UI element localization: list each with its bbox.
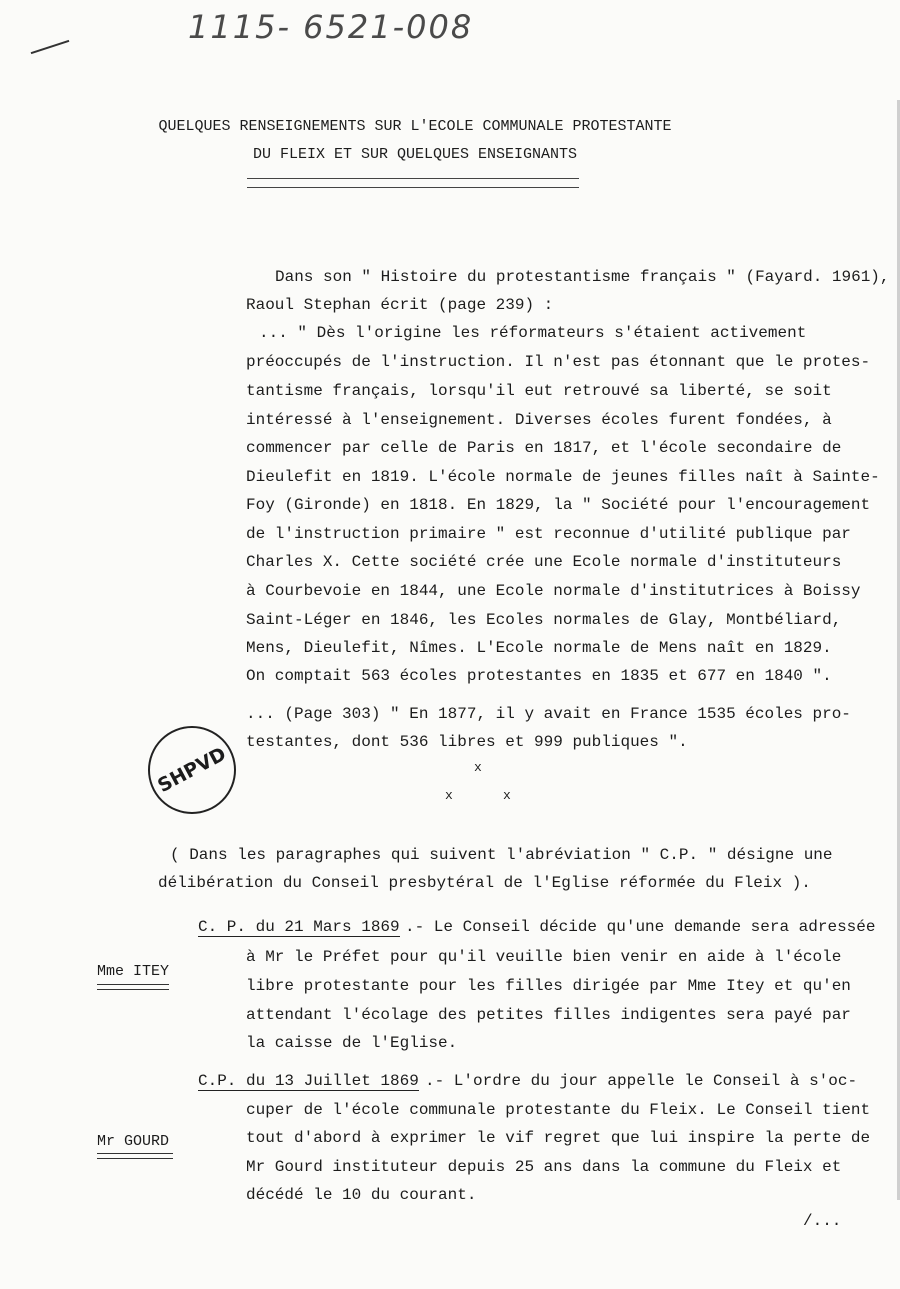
intro-line: préoccupés de l'instruction. Il n'est pas étonnant que le protes-	[246, 353, 871, 371]
note-line: ( Dans les paragraphes qui suivent l'abréviation " C.P. " désigne une	[170, 846, 833, 864]
margin-name-gourd: Mr GOURD	[97, 1133, 170, 1150]
pen-dash-mark	[31, 40, 70, 54]
archive-reference-number: 1115- 6521-008	[188, 8, 474, 46]
continuation-mark: /...	[803, 1212, 842, 1230]
stamp-text: SHPVD	[154, 742, 230, 798]
entry-line: attendant l'écolage des petites filles indigentes sera payé par	[246, 1006, 851, 1024]
note-line: délibération du Conseil presbytéral de l'Eglise réformée du Fleix ).	[158, 874, 811, 892]
entry-line: la caisse de l'Eglise.	[246, 1034, 458, 1052]
intro-line: Foy (Gironde) en 1818. En 1829, la " Société pour l'encouragement	[246, 496, 871, 514]
entry-line: à Mr le Préfet pour qu'il veuille bien venir en aide à l'école	[246, 948, 842, 966]
margin-name-underline	[97, 984, 169, 990]
separator-x: x	[445, 788, 453, 803]
entry-line: tout d'abord à exprimer le vif regret que lui inspire la perte de	[246, 1129, 871, 1147]
entry-line: cuper de l'école communale protestante du Fleix. Le Conseil tient	[246, 1101, 871, 1119]
intro-line: Dieulefit en 1819. L'école normale de jeunes filles naît à Sainte-	[246, 468, 880, 486]
separator-x: x	[503, 788, 511, 803]
intro-line: intéressé à l'enseignement. Diverses écoles furent fondées, à	[246, 411, 832, 429]
document-title-line-1: QUELQUES RENSEIGNEMENTS SUR L'ECOLE COMMUNALE PROTESTANTE	[158, 118, 672, 135]
intro-line: tantisme français, lorsqu'il eut retrouvé sa liberté, se soit	[246, 382, 832, 400]
deliberation-ref-1869-03-21: C. P. du 21 Mars 1869	[198, 918, 400, 936]
intro-line: ... (Page 303) " En 1877, il y avait en France 1535 écoles pro-	[246, 705, 851, 723]
intro-line: à Courbevoie en 1844, une Ecole normale d'institutrices à Boissy	[246, 582, 861, 600]
entry-line: décédé le 10 du courant.	[246, 1186, 477, 1204]
intro-line: Raoul Stephan écrit (page 239) :	[246, 296, 554, 314]
entry-first-line: .- Le Conseil décide qu'une demande sera adressée	[405, 918, 876, 936]
intro-line: Mens, Dieulefit, Nîmes. L'Ecole normale de Mens naît en 1829.	[246, 639, 832, 657]
shpvd-stamp	[148, 726, 236, 814]
intro-line: On comptait 563 écoles protestantes en 1835 et 677 en 1840 ".	[246, 667, 832, 685]
intro-line: commencer par celle de Paris en 1817, et l'école secondaire de	[246, 439, 842, 457]
title-underline	[247, 178, 579, 188]
margin-name-itey: Mme ITEY	[97, 963, 170, 980]
separator-x: x	[474, 760, 482, 775]
intro-line: ... " Dès l'origine les réformateurs s'étaient activement	[259, 324, 807, 342]
intro-line: Charles X. Cette société crée une Ecole normale d'instituteurs	[246, 553, 842, 571]
intro-line: Dans son " Histoire du protestantisme français " (Fayard. 1961),	[275, 268, 890, 286]
deliberation-ref-1869-07-13: C.P. du 13 Juillet 1869	[198, 1072, 419, 1090]
intro-line: de l'instruction primaire " est reconnue d'utilité publique par	[246, 525, 851, 543]
document-title-line-2: DU FLEIX ET SUR QUELQUES ENSEIGNANTS	[252, 146, 578, 163]
intro-line: Saint-Léger en 1846, les Ecoles normales de Glay, Montbéliard,	[246, 611, 842, 629]
entry-line: libre protestante pour les filles dirigée par Mme Itey et qu'en	[246, 977, 851, 995]
margin-name-underline	[97, 1153, 173, 1159]
entry-line: Mr Gourd instituteur depuis 25 ans dans la commune du Fleix et	[246, 1158, 842, 1176]
entry-first-line: .- L'ordre du jour appelle le Conseil à s'oc-	[425, 1072, 858, 1090]
intro-line: testantes, dont 536 libres et 999 publiques ".	[246, 733, 688, 751]
